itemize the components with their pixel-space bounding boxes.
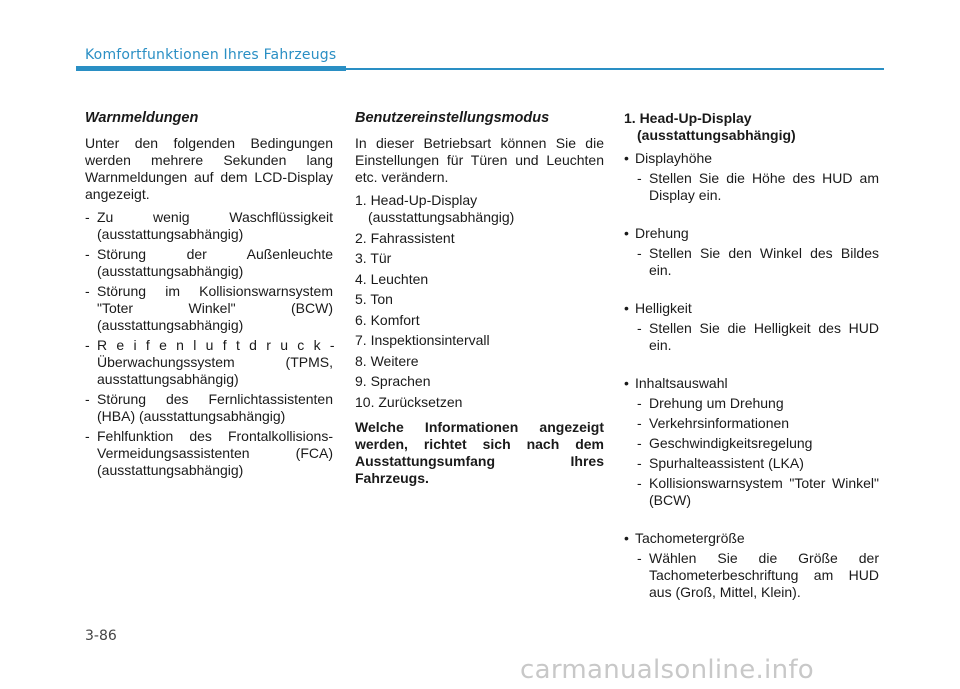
hud-option-detail: - Verkehrsinformationen xyxy=(637,415,790,431)
hud-option-detail: - Drehung um Drehung xyxy=(637,395,784,411)
warnings-heading: Warnmeldungen xyxy=(85,110,199,126)
section-accent-bar xyxy=(76,66,346,71)
hud-option: • Drehung xyxy=(624,225,689,241)
section-title: Komfortfunktionen Ihres Fahrzeugs xyxy=(85,47,337,63)
menu-list-item: 4. Leuchten xyxy=(355,270,429,287)
hud-option: • Tachometergröße xyxy=(624,530,745,546)
menu-list-item: 10. Zurücksetzen xyxy=(355,393,463,410)
menu-list-item: 2. Fahrassistent xyxy=(355,229,455,246)
hud-option: • Helligkeit xyxy=(624,300,692,316)
hud-option: • Displayhöhe xyxy=(624,150,713,166)
hud-option-detail: - Kollisionswarnsystem "Toter Winkel" (BCW) xyxy=(637,475,879,508)
list-item: - Störung der Außenleuchte (ausstattungsabhängig) xyxy=(85,246,333,279)
hud-option-detail: - Wählen Sie die Größe der Tachometerbeschriftung am HUD aus (Groß, Mittel, Klein). xyxy=(637,550,879,600)
user-settings-intro: In dieser Betriebsart können Sie die Einstellungen für Türen und Leuchten etc. verändern. xyxy=(355,135,604,185)
menu-list-item: 1. Head-Up-Display (ausstattungsabhängig) xyxy=(355,192,515,225)
hud-option-detail: - Spurhalteassistent (LKA) xyxy=(637,455,804,471)
page-number: 3-86 xyxy=(85,628,117,644)
hud-option: • Inhaltsauswahl xyxy=(624,375,728,391)
menu-list-item: 8. Weitere xyxy=(355,352,419,369)
hud-option-detail: - Stellen Sie die Höhe des HUD am Display ein. xyxy=(637,170,879,203)
list-item: - Störung im Kollisionswarnsystem "Toter Winkel" (BCW) (ausstattungsabhängig) xyxy=(85,283,333,333)
section-rule xyxy=(346,68,884,70)
hud-heading: 1. Head-Up-Display (ausstattungsabhängig) xyxy=(624,110,796,143)
hud-option-detail: - Stellen Sie den Winkel des Bildes ein. xyxy=(637,245,879,278)
warnings-intro: Unter den folgenden Bedingungen werden mehrere Sekunden lang Warnmeldungen auf dem LCD-Display angezeigt. xyxy=(85,135,333,202)
menu-list-item: 6. Komfort xyxy=(355,311,420,328)
hud-option-detail: - Stellen Sie die Helligkeit des HUD ein. xyxy=(637,320,879,353)
user-settings-column xyxy=(355,110,604,493)
list-item: - Fehlfunktion des Frontalkollisions-Vermeidungsassistenten (FCA) (ausstattungsabhängig) xyxy=(85,428,333,478)
menu-list-item: 9. Sprachen xyxy=(355,373,431,389)
watermark: carmanualsonline.info xyxy=(520,655,815,685)
user-settings-heading: Benutzereinstellungsmodus xyxy=(355,110,550,126)
menu-list-item: 5. Ton xyxy=(355,291,393,307)
list-item: - Störung des Fernlichtassistenten (HBA) (ausstattungsabhängig) xyxy=(85,391,333,424)
list-item: - Zu wenig Waschflüssigkeit (ausstattungsabhängig) xyxy=(85,209,333,242)
menu-list-item: 7. Inspektionsintervall xyxy=(355,332,490,348)
hud-column xyxy=(624,110,879,604)
equipment-note: Welche Informationen angezeigt werden, richtet sich nach dem Ausstattungsumfang Ihres Fahrzeugs. xyxy=(355,418,604,486)
list-item-continuation: Überwachungssystem (TPMS, ausstattungsabhängig) xyxy=(97,354,333,387)
warnings-column xyxy=(85,110,344,482)
list-item: - Reifenluftdruck- xyxy=(85,337,344,353)
hud-option-detail: - Geschwindigkeitsregelung xyxy=(637,435,813,451)
menu-list-item: 3. Tür xyxy=(355,250,392,266)
